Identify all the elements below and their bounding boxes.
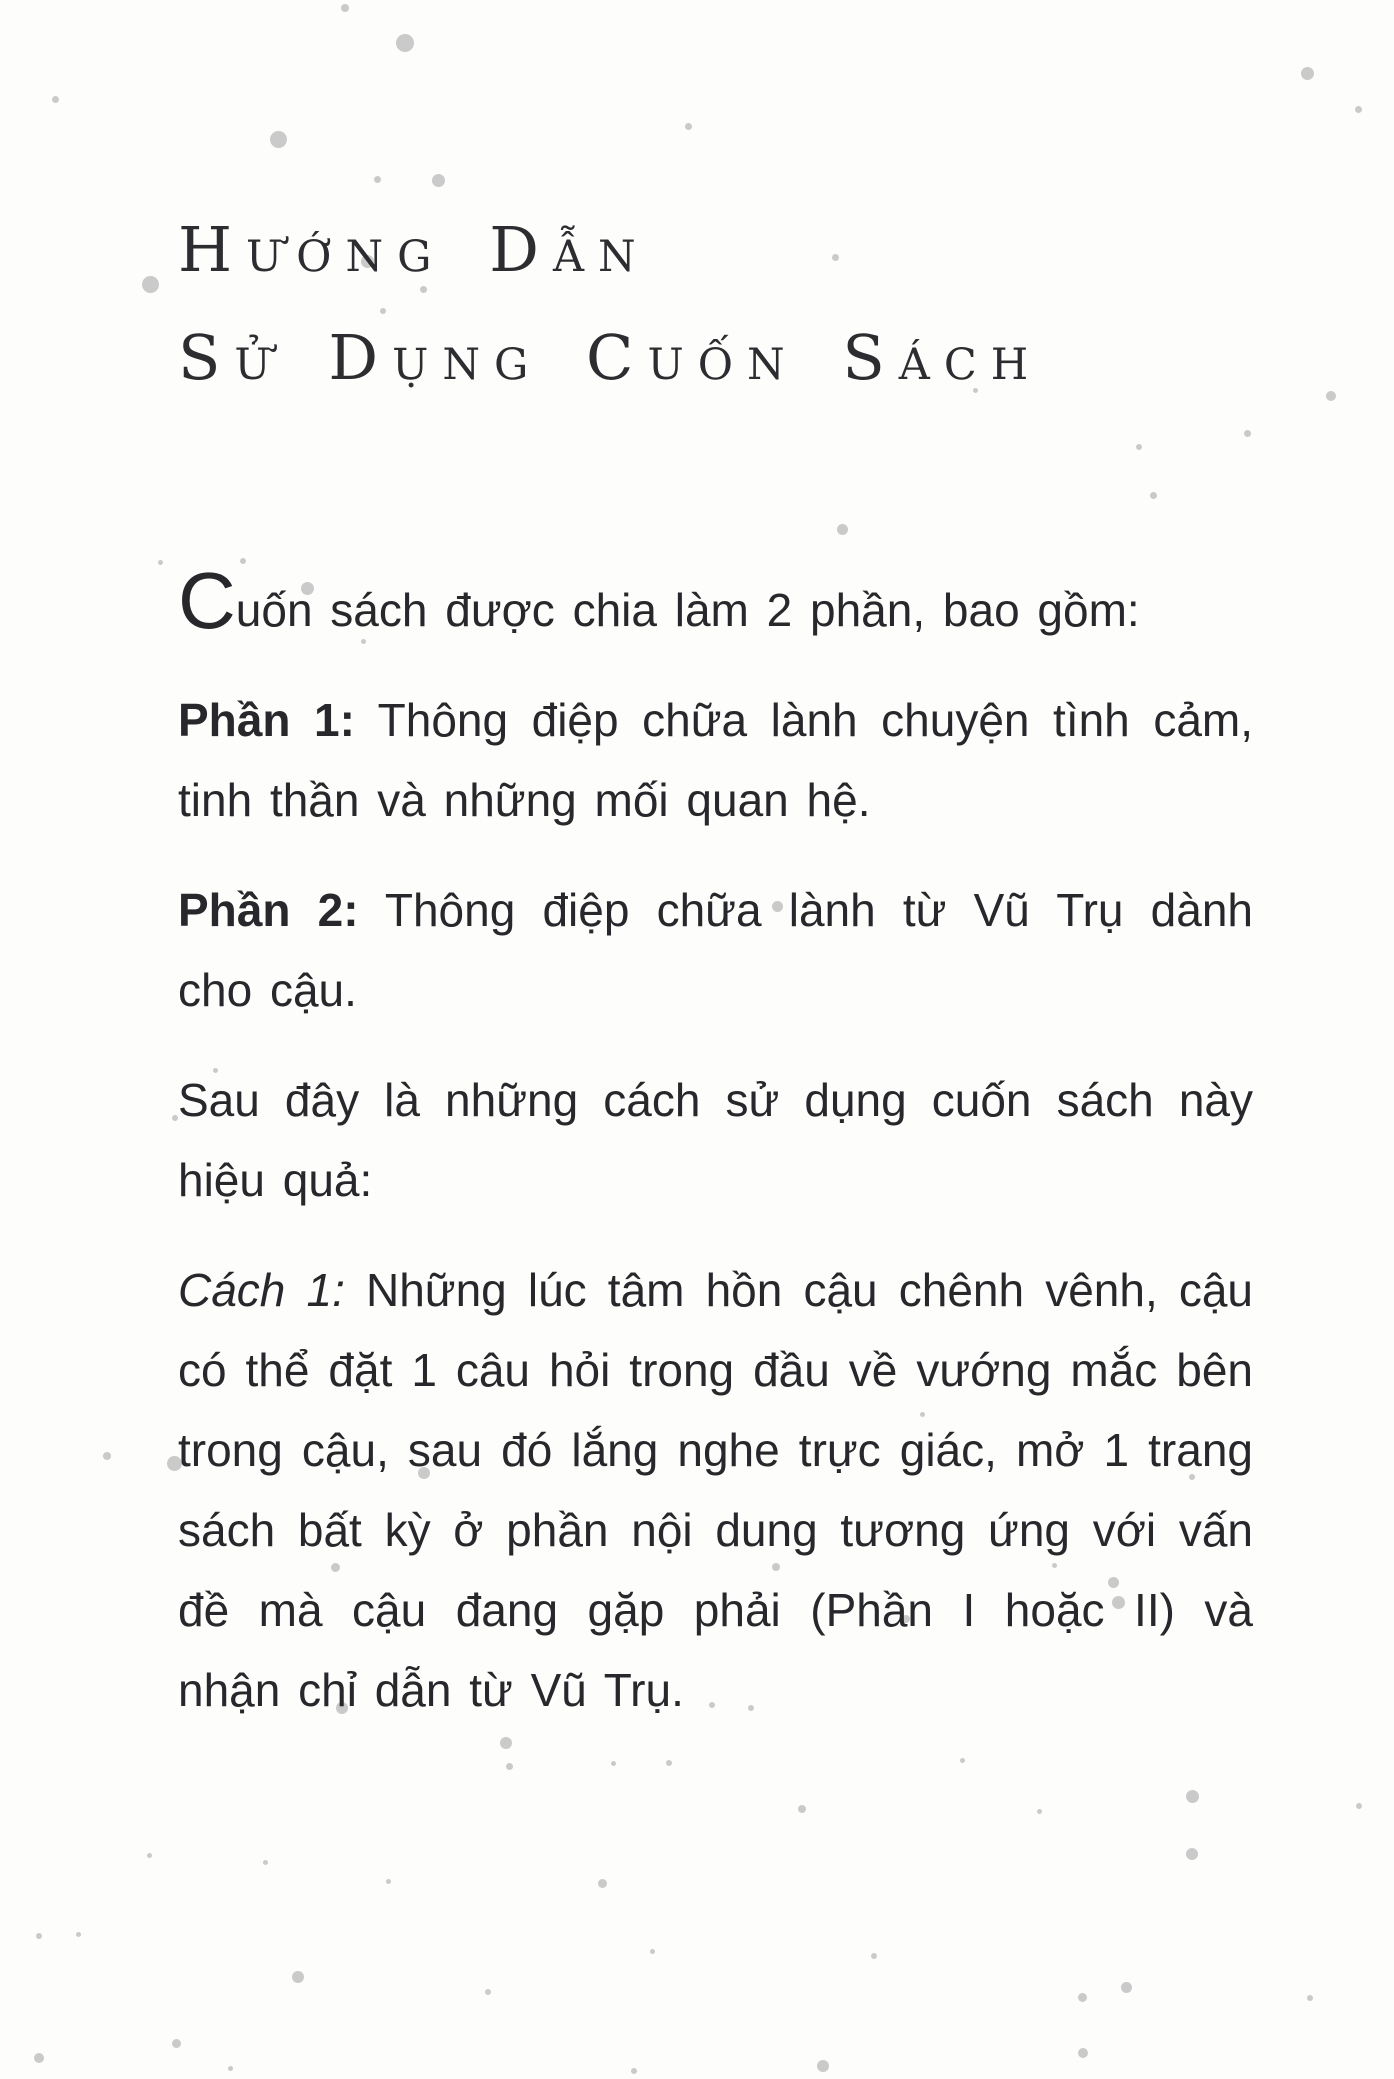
- part-1-text: Thông điệp chữa lành chuyện tình cảm, tinh thần và những mối quan hệ.: [178, 694, 1253, 826]
- part-2-label: Phần 2:: [178, 884, 359, 936]
- decor-dot: [685, 123, 692, 130]
- decor-dot: [871, 1953, 877, 1959]
- decor-dot: [631, 2068, 637, 2074]
- decor-dot: [1301, 67, 1314, 80]
- decor-dot: [1356, 1803, 1362, 1809]
- decor-dot: [158, 560, 163, 565]
- decor-dot: [386, 1879, 391, 1884]
- decor-dot: [228, 2066, 233, 2071]
- title-line-2: Sử Dụng Cuốn Sách: [178, 321, 1043, 394]
- decor-dot: [1078, 1993, 1087, 2002]
- decor-dot: [34, 2053, 44, 2063]
- decor-dot: [36, 1933, 42, 1939]
- decor-dot: [341, 4, 349, 12]
- decor-dot: [270, 131, 287, 148]
- decor-dot: [598, 1879, 607, 1888]
- paragraph-part-1: [178, 680, 1253, 840]
- decor-dot: [396, 34, 414, 52]
- decor-dot: [500, 1737, 512, 1749]
- paragraph-part-2: [178, 870, 1253, 1030]
- usage-lead-in-text: Sau đây là những cách sử dụng cuốn sách này hiệu quả:: [178, 1074, 1253, 1206]
- decor-dot: [1078, 2048, 1088, 2058]
- decor-dot: [76, 1932, 81, 1937]
- paragraph-method-1: [178, 1250, 1253, 1730]
- decor-dot: [666, 1760, 672, 1766]
- decor-dot: [611, 1761, 616, 1766]
- part-2-text: Thông điệp chữa lành từ Vũ Trụ dành cho cậu.: [178, 884, 1253, 1016]
- intro-text: uốn sách được chia làm 2 phần, bao gồm:: [235, 584, 1140, 636]
- decor-dot: [1186, 1848, 1198, 1860]
- paragraph-usage-lead-in: [178, 1060, 1253, 1220]
- decor-dot: [960, 1758, 965, 1763]
- decor-dot: [263, 1860, 268, 1865]
- decor-dot: [292, 1971, 304, 1983]
- decor-dot: [142, 276, 159, 293]
- page-content: [178, 196, 1253, 1730]
- decor-dot: [1186, 1790, 1199, 1803]
- decor-dot: [650, 1949, 655, 1954]
- method-1-label: Cách 1:: [178, 1264, 345, 1316]
- decor-dot: [1121, 1982, 1132, 1993]
- paragraph-intro: [178, 556, 1253, 650]
- decor-dot: [798, 1805, 806, 1813]
- decor-dot: [1307, 1995, 1313, 2001]
- title-line-1: Hướng Dẫn: [178, 213, 650, 286]
- intro-initial-cap: C: [178, 556, 236, 645]
- method-1-text: Những lúc tâm hồn cậu chênh vênh, cậu có thể đặt 1 câu hỏi trong đầu về vướng mắc bên trong cậu, sau đó lắng nghe trực giác, mở 1 trang sách bất kỳ ở phần nội dung tương ứng với vấn đề mà cậu đang gặp phải (Phần I hoặc II) và nhận chỉ dẫn từ Vũ Trụ.: [178, 1264, 1254, 1716]
- part-1-label: Phần 1:: [178, 694, 355, 746]
- page-title: [178, 196, 1253, 412]
- decor-dot: [147, 1853, 152, 1858]
- decor-dot: [506, 1763, 513, 1770]
- decor-dot: [432, 174, 445, 187]
- decor-dot: [52, 96, 59, 103]
- decor-dot: [485, 1989, 491, 1995]
- decor-dot: [1355, 106, 1362, 113]
- decor-dot: [1037, 1809, 1042, 1814]
- decor-dot: [103, 1452, 111, 1460]
- decor-dot: [172, 2039, 181, 2048]
- decor-dot: [1326, 391, 1336, 401]
- decor-dot: [817, 2060, 829, 2072]
- decor-dot: [374, 176, 381, 183]
